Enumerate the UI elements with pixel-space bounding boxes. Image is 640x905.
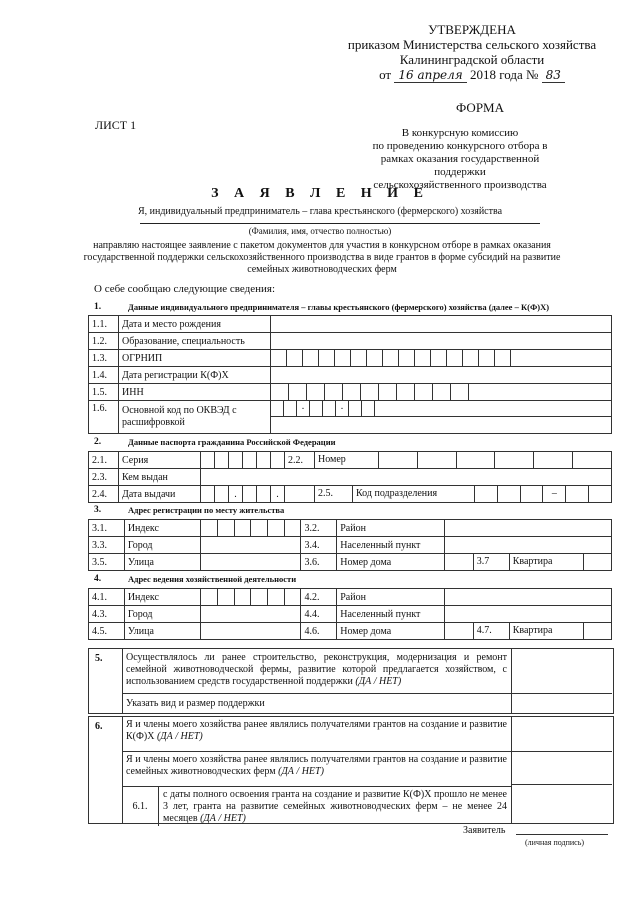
approval-date-line: от 16 апреля 2018 года № 83 — [342, 67, 602, 83]
series-cell[interactable] — [257, 452, 271, 469]
commission-address: В конкурсную комиссию по проведению конкурсного отбора в рамках оказания государственной поддержки сельскохозяйственного производства — [372, 127, 548, 191]
approval-date-handwritten: 16 апреля — [394, 68, 466, 83]
form-label: ФОРМА — [456, 100, 504, 115]
table-row: 3.5. Улица 3.6. Номер дома 3.7 Квартира — [89, 554, 612, 571]
section-2-title: Данные паспорта гражданина Российской Федерации — [128, 437, 336, 447]
series-cell[interactable] — [271, 452, 285, 469]
date-cell[interactable] — [215, 486, 229, 503]
number-field[interactable] — [379, 452, 611, 468]
section-3-table — [88, 519, 612, 571]
section-4-title: Адрес ведения хозяйственной деятельности — [128, 574, 297, 584]
date-cell[interactable] — [201, 486, 215, 503]
applicant-intro: Я, индивидуальный предприниматель – глава крестьянского (фермерского) хозяйства — [137, 206, 503, 217]
series-cell[interactable] — [215, 452, 229, 469]
index-cell[interactable] — [217, 520, 234, 537]
section-2-table — [88, 451, 612, 503]
section-4-table — [88, 588, 612, 640]
table-row: 1.4. Дата регистрации К(Ф)Х — [89, 367, 612, 384]
approval-region: Калининградской области — [399, 52, 545, 67]
subdivision-code-field[interactable]: – — [475, 486, 611, 502]
table-row: 2.4. Дата выдачи . . 2.5. Код подразделения – — [89, 486, 612, 503]
section-4-number: 4. — [94, 574, 102, 584]
series-cell[interactable] — [243, 452, 257, 469]
section-2-number: 2. — [94, 437, 102, 447]
ogrnip-field[interactable] — [271, 350, 612, 367]
index-cell[interactable] — [268, 520, 285, 537]
sheet-label: ЛИСТ 1 — [95, 118, 137, 132]
index-cell[interactable] — [284, 520, 301, 537]
birth-field[interactable] — [271, 316, 612, 333]
apartment-field[interactable] — [584, 554, 611, 570]
registration-date-field[interactable] — [271, 367, 612, 384]
section-6-box: 6. Я и члены моего хозяйства ранее являлись получателями грантов на создание и развитие К(Ф)Х (ДА / НЕТ) Я и члены моего хозяйства ранее являлись получателями грантов на создание и развитие семейных животноводческих ферм (ДА / НЕТ) 6.1. с даты полного освоения гранта на создание и развитие К(Ф)Х прошло не менее 3 лет, гранта на развитие семейных животноводческих ферм – не менее 24 месяцев (ДА / НЕТ) — [88, 716, 614, 824]
date-cell[interactable] — [285, 486, 315, 503]
table-row: 1.5. ИНН — [89, 384, 612, 401]
table-row: 1.1. Дата и место рождения — [89, 316, 612, 333]
table-row: 1.2. Образование, специальность — [89, 333, 612, 350]
table-row: 4.3. Город 4.4. Населенный пункт — [89, 606, 612, 623]
index-cell[interactable] — [201, 520, 218, 537]
index-cell[interactable] — [251, 520, 268, 537]
inn-field[interactable] — [271, 384, 612, 401]
table-row: 1.6. Основной код по ОКВЭД с расшифровкой . . — [89, 401, 612, 434]
table-row: 3.3. Город 3.4. Населенный пункт — [89, 537, 612, 554]
info-intro: О себе сообщаю следующие сведения: — [94, 283, 276, 295]
approval-block — [342, 22, 602, 83]
applicant-label: Заявитель — [463, 825, 506, 836]
series-cell[interactable] — [229, 452, 243, 469]
date-cell[interactable] — [243, 486, 257, 503]
section-1-title: Данные индивидуального предпринимателя – главы крестьянского (фермерского) хозяйства (далее – К(Ф)Х) — [128, 302, 550, 312]
index-cell[interactable] — [234, 520, 251, 537]
section-6-question-2: Я и члены моего хозяйства ранее являлись получателями грантов на создание и развитие семейных животноводческих ферм — [126, 754, 507, 777]
signature-line[interactable] — [516, 834, 608, 835]
table-row: 4.5. Улица 4.6. Номер дома 4.7. Квартира — [89, 623, 612, 640]
fio-line[interactable] — [140, 223, 540, 224]
approval-title: УТВЕРЖДЕНА — [428, 22, 516, 37]
street-field[interactable] — [201, 554, 301, 571]
index-cell[interactable] — [268, 589, 285, 606]
section-6-answer-2[interactable] — [512, 752, 612, 785]
okved-field[interactable]: . . — [271, 401, 612, 434]
apartment-field[interactable] — [584, 623, 611, 639]
approval-number-handwritten: 83 — [542, 68, 565, 83]
approval-order: приказом Министерства сельского хозяйства — [347, 37, 597, 52]
index-cell[interactable] — [201, 589, 218, 606]
settlement-field[interactable] — [444, 537, 611, 554]
index-cell[interactable] — [234, 589, 251, 606]
support-type-label: Указать вид и размер поддержки — [126, 698, 265, 709]
city-field[interactable] — [201, 606, 301, 623]
section-5-box: 5. Осуществлялось ли ранее строительство, реконструкция, модернизация и ремонт семейной животноводческой фермы, развитие которой предлагается хозяйством, с использованием средств государственной поддержки (ДА / НЕТ) Указать вид и размер поддержки — [88, 648, 614, 714]
section-6-question-1: Я и члены моего хозяйства ранее являлись получателями грантов на создание и развитие К(Ф)Х — [126, 719, 507, 742]
index-cell[interactable] — [284, 589, 301, 606]
house-number-field[interactable] — [445, 623, 474, 639]
fio-caption: (Фамилия, имя, отчество полностью) — [248, 226, 392, 236]
section-1-table — [88, 315, 612, 434]
submission-text: направляю настоящее заявление с пакетом документов для участия в конкурсном отборе в рамках оказания государственной поддержки сельскохозяйственного производства в виде грантов в форме субсидий на развитие семейных животноводческих ферм — [83, 240, 561, 275]
table-row: 2.1. Серия 2.2. Номер — [89, 452, 612, 469]
section-5-question: Осуществлялось ли ранее строительство, реконструкция, модернизация и ремонт семейной животноводческой фермы, развитие которой предлагается хозяйством, с использованием средств государственной поддержки — [126, 652, 507, 687]
education-field[interactable] — [271, 333, 612, 350]
city-field[interactable] — [201, 537, 301, 554]
index-cell[interactable] — [217, 589, 234, 606]
section-6-question-3: с даты полного освоения гранта на создание и развитие К(Ф)Х прошло не менее 3 лет, гранта на развитие семейных животноводческих ферм – не менее 24 месяцев — [163, 789, 507, 824]
signature-caption: (личная подпись) — [525, 838, 585, 847]
section-6-answer-1[interactable] — [512, 717, 612, 752]
table-row: 1.3. ОГРНИП — [89, 350, 612, 367]
section-3-number: 3. — [94, 505, 102, 515]
series-cell[interactable] — [201, 452, 215, 469]
table-row: 4.1. Индекс 4.2. Район — [89, 589, 612, 606]
document-title: З А Я В Л Е Н И Е — [211, 186, 429, 201]
table-row: 3.1. Индекс 3.2. Район — [89, 520, 612, 537]
date-cell[interactable] — [257, 486, 271, 503]
section-5-answer[interactable] — [512, 649, 612, 694]
section-3-title: Адрес регистрации по месту жительства — [128, 505, 285, 515]
section-6-answer-3[interactable] — [512, 785, 612, 822]
district-field[interactable] — [444, 589, 611, 606]
index-cell[interactable] — [251, 589, 268, 606]
issued-by-field[interactable] — [201, 469, 612, 486]
street-field[interactable] — [201, 623, 301, 640]
house-number-field[interactable] — [445, 554, 474, 570]
district-field[interactable] — [444, 520, 611, 537]
section-1-number: 1. — [94, 302, 102, 312]
settlement-field[interactable] — [444, 606, 611, 623]
table-row: 2.3. Кем выдан — [89, 469, 612, 486]
support-type-field[interactable] — [512, 694, 612, 712]
